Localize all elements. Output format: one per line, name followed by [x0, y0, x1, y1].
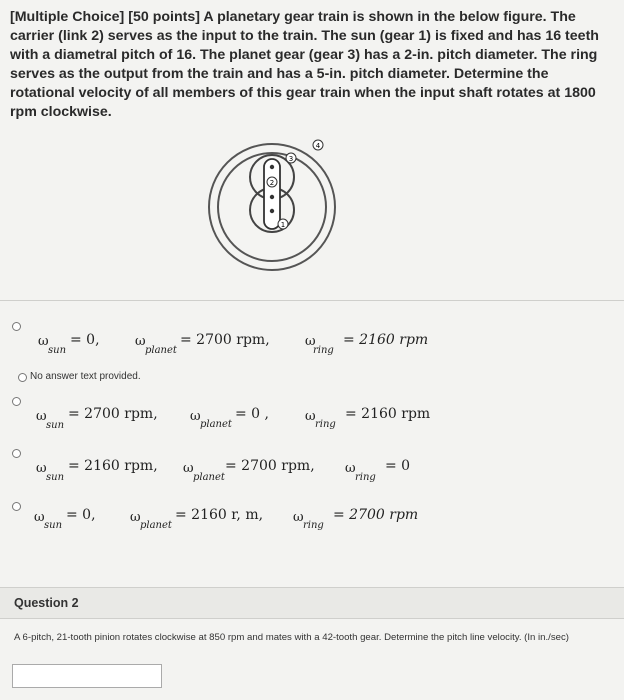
answer-option[interactable]: [0, 445, 624, 490]
omega-sun-symbol: ω: [36, 461, 47, 476]
omega-sun-subscript: sun: [46, 472, 65, 483]
omega-ring-symbol: ω: [305, 334, 316, 349]
omega-ring-value: = 2700 rpm: [333, 507, 419, 523]
omega-ring-symbol: ω: [293, 510, 304, 525]
omega-sun-symbol: ω: [36, 409, 47, 424]
omega-ring-value: = 0: [385, 458, 411, 474]
omega-planet-subscript: planet: [193, 472, 225, 483]
omega-sun-subscript: sun: [44, 520, 63, 531]
answer-input[interactable]: [12, 664, 162, 688]
omega-ring-subscript: ring: [355, 472, 376, 483]
answer-option[interactable]: [0, 498, 624, 543]
omega-planet-subscript: planet: [145, 345, 177, 356]
omega-planet-symbol: ω: [135, 334, 146, 349]
figure-label-1: 1: [280, 221, 286, 229]
omega-sun-subscript: sun: [46, 420, 65, 431]
figure-label-3: 3: [288, 155, 294, 163]
radio-button[interactable]: [12, 322, 21, 331]
omega-ring-value: = 2160 rpm: [345, 406, 431, 422]
omega-planet-value: = 2700 rpm,: [180, 332, 270, 348]
omega-sun-value: = 0,: [66, 507, 96, 523]
omega-ring-subscript: ring: [315, 419, 336, 430]
figure-label-2: 2: [269, 179, 275, 187]
omega-ring-symbol: ω: [345, 461, 356, 476]
question-1-text: [10, 8, 610, 122]
omega-planet-subscript: planet: [140, 520, 172, 531]
question-2-text: A 6-pitch, 21-tooth pinion rotates clockwise at 850 rpm and mates with a 42-tooth gear. Determine the pitch line velocity. (In in./sec): [14, 632, 569, 643]
omega-sun-value: = 0,: [70, 332, 100, 348]
omega-planet-value: = 0 ,: [235, 406, 269, 422]
radio-button[interactable]: [12, 449, 21, 458]
question-type-label: [Multiple Choice]: [10, 9, 125, 25]
omega-ring-symbol: ω: [305, 409, 316, 424]
carrier-pin-bottom: [270, 209, 274, 213]
omega-sun-subscript: sun: [48, 345, 67, 356]
omega-sun-value: = 2160 rpm,: [68, 458, 158, 474]
omega-sun-symbol: ω: [38, 334, 49, 349]
answer-option-no-text[interactable]: [0, 368, 624, 384]
omega-ring-value: = 2160 rpm: [343, 332, 429, 348]
question-2-header: [0, 587, 624, 619]
answer-option[interactable]: [0, 320, 624, 365]
omega-planet-value: = 2160 r, m,: [175, 507, 264, 523]
figure-label-4: 4: [315, 142, 321, 150]
omega-sun-symbol: ω: [34, 510, 45, 525]
radio-button[interactable]: [18, 373, 27, 382]
omega-planet-symbol: ω: [190, 409, 201, 424]
planetary-gear-figure: [205, 137, 340, 277]
omega-planet-symbol: ω: [130, 510, 141, 525]
omega-planet-value: = 2700 rpm,: [225, 458, 315, 474]
omega-ring-subscript: ring: [313, 345, 334, 356]
carrier-link: [264, 159, 280, 229]
no-answer-label: No answer text provided.: [30, 371, 141, 382]
omega-sun-value: = 2700 rpm,: [68, 406, 158, 422]
carrier-pin-middle: [270, 195, 274, 199]
answer-option[interactable]: [0, 395, 624, 440]
omega-ring-subscript: ring: [303, 520, 324, 531]
question-2-title: Question 2: [14, 596, 79, 610]
radio-button[interactable]: [12, 502, 21, 511]
omega-planet-symbol: ω: [183, 461, 194, 476]
question-body: A planetary gear train is shown in the below figure. The carrier (link 2) serves as the input to the train. The sun (gear 1) is fixed and has 16 teeth with a diametral pitch of 16. The planet gear (gear 3) has a 2-in. pitch diameter. The ring serves as the output from the train and has a 5-in. pitch diameter. Determine the rotational velocity of all members of this gear train when the input shaft rotates at 1800 rpm clockwise.: [10, 9, 599, 120]
divider: [0, 300, 624, 301]
question-points-label: [50 points]: [128, 9, 200, 25]
omega-planet-subscript: planet: [200, 419, 232, 430]
carrier-pin-top: [270, 165, 274, 169]
radio-button[interactable]: [12, 397, 21, 406]
